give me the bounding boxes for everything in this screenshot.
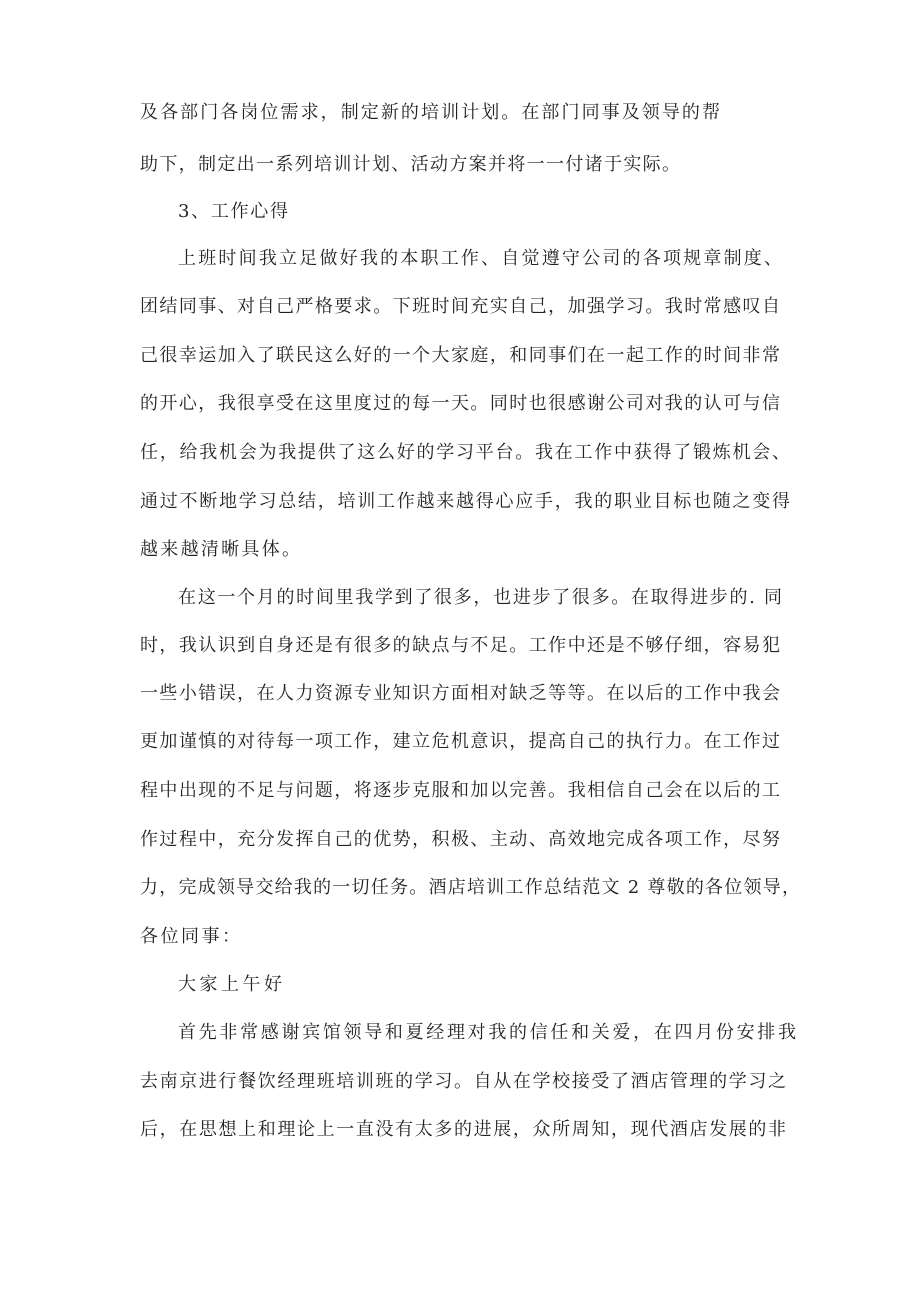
text-line: 力，完成领导交给我的一切任务。酒店培训工作总结范文 2 尊敬的各位领导， xyxy=(140,877,802,898)
text-line: 一些小错误，在人力资源专业知识方面相对缺乏等等。在以后的工作中我会 xyxy=(140,683,782,704)
text-line: 在这一个月的时间里我学到了很多，也进步了很多。在取得进步的. 同 xyxy=(178,587,784,608)
text-line: 及各部门各岗位需求，制定新的培训计划。在部门同事及领导的帮 xyxy=(140,102,723,123)
text-line: 后，在思想上和理论上一直没有太多的进展，众所周知，现代酒店发展的非 xyxy=(140,1119,788,1140)
text-line: 的开心，我很享受在这里度过的每一天。同时也很感谢公司对我的认可与信 xyxy=(140,393,782,414)
text-line: 首先非常感谢宾馆领导和夏经理对我的信任和关爱，在四月份安排我 xyxy=(178,1022,799,1043)
text-line: 团结同事、对自己严格要求。下班时间充实自己，加强学习。我时常感叹自 xyxy=(140,296,782,317)
text-line: 去南京进行餐饮经理班培训班的学习。自从在学校接受了酒店管理的学习之 xyxy=(140,1071,788,1092)
text-line: 大家上午好 xyxy=(178,974,286,995)
text-line: 各位同事： xyxy=(140,926,243,947)
text-line: 上班时间我立足做好我的本职工作、自觉遵守公司的各项规章制度、 xyxy=(178,248,785,269)
text-line: 更加谨慎的对待每一项工作，建立危机意识，提高自己的执行力。在工作过 xyxy=(140,731,782,752)
text-line: 己很幸运加入了联民这么好的一个大家庭，和同事们在一起工作的时间非常 xyxy=(140,345,782,366)
text-line: 时，我认识到自身还是有很多的缺点与不足。工作中还是不够仔细，容易犯 xyxy=(140,635,782,656)
text-line: 助下，制定出一系列培训计划、活动方案并将一一付诸于实际。 xyxy=(140,154,682,175)
text-line: 越来越清晰具体。 xyxy=(140,539,303,560)
text-line: 程中出现的不足与问题，将逐步克服和加以完善。我相信自己会在以后的工 xyxy=(140,780,782,801)
text-line: 通过不断地学习总结，培训工作越来越得心应手，我的职业目标也随之变得 xyxy=(140,491,792,512)
text-line: 任，给我机会为我提供了这么好的学习平台。我在工作中获得了锻炼机会、 xyxy=(140,442,792,463)
text-line: 作过程中，充分发挥自己的优势，积极、主动、高效地完成各项工作，尽努 xyxy=(140,829,782,850)
section-heading: 3、工作心得 xyxy=(178,201,290,222)
